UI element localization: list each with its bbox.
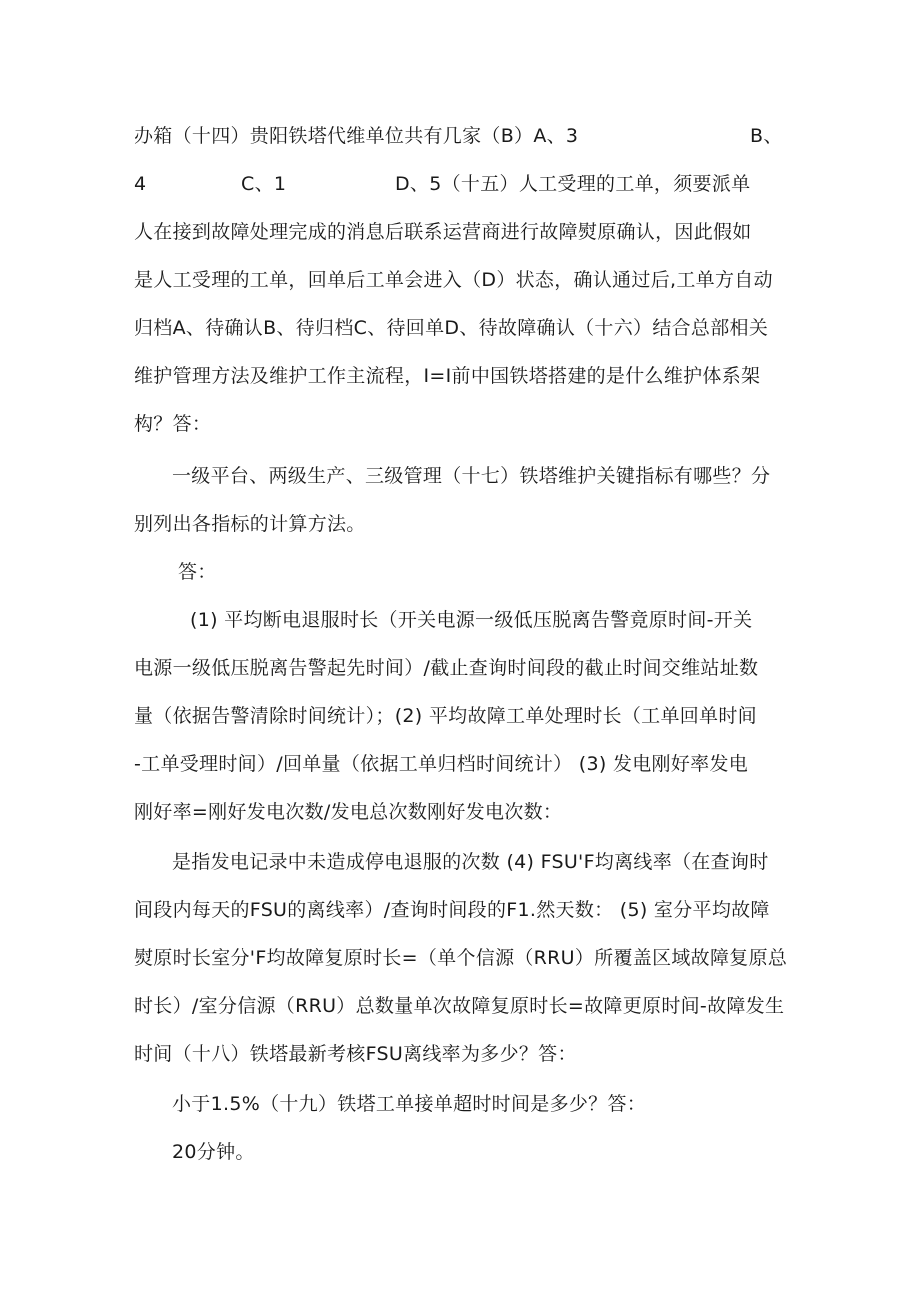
text-line-18: 熨原时长室分'F均故障复原时长=（单个信源（RRU）所覆盖区域故障复原总	[134, 947, 788, 969]
text-line-17: 间段内每天的FSU的离线率）/查询时间段的F1.然天数： (5) 室分平均故障	[134, 899, 770, 921]
text-line-21: 小于1.5%（十九）铁塔工单接单超时时间是多少？答：	[172, 1093, 647, 1115]
text-line-9: 别列出各指标的计算方法。	[134, 513, 366, 535]
text-line-8: 一级平台、两级生产、三级管理（十七）铁塔维护关键指标有哪些？分	[172, 465, 771, 487]
text-line-15: 刚好率=刚好发电次数/发电总次数刚好发电次数：	[134, 801, 563, 823]
text-fragment-option-b: B、	[750, 125, 783, 147]
text-fragment-option-c: C、1	[241, 173, 287, 195]
text-line-19: 时长）/室分信源（RRU）总数量单次故障复原时长=故障更原时间-故障发生	[134, 995, 785, 1017]
text-line-5: 归档A、待确认B、待归档C、待回单D、待故障确认（十六）结合总部相关	[134, 317, 769, 339]
text-line-12: 电源一级低压脱离告警起先时间）/截止查询时间段的截止时间交维站址数	[134, 657, 759, 679]
answer-label: 答：	[178, 561, 217, 583]
text-line-7: 构？答：	[134, 413, 212, 435]
text-line-11: (1) 平均断电退服时长（开关电源一级低压脱离告警竟原时间-开关	[190, 609, 753, 631]
text-line-4: 是人工受理的工单，回单后工单会进入（D）状态，确认通过后,工单方自动	[134, 269, 773, 291]
text-line-16: 是指发电记录中未造成停电退服的次数 (4) FSU'F均离线率（在查询时	[172, 851, 769, 873]
text-line-13: 量（依据告警清除时间统计）；(2) 平均故障工单处理时长（工单回单时间	[134, 705, 757, 727]
text-line-6: 维护管理方法及维护工作主流程，I=I前中国铁塔搭建的是什么维护体系架	[134, 365, 761, 387]
text-fragment-4: 4	[134, 173, 147, 195]
text-line-3: 人在接到故障处理完成的消息后联系运营商进行故障熨原确认，因此假如	[134, 221, 752, 243]
text-line-20: 时间（十八）铁塔最新考核FSU离线率为多少？答：	[134, 1043, 577, 1065]
text-line-22: 20分钟。	[172, 1141, 255, 1163]
text-line-1: 办箱（十四）贵阳铁塔代维单位共有几家（B）A、3	[134, 125, 579, 147]
text-fragment-option-d: D、5（十五）人工受理的工单，须要派单	[395, 173, 751, 195]
text-line-14: -工单受理时间）/回单量（依据工单归档时间统计） (3) 发电刚好率发电	[134, 753, 749, 775]
